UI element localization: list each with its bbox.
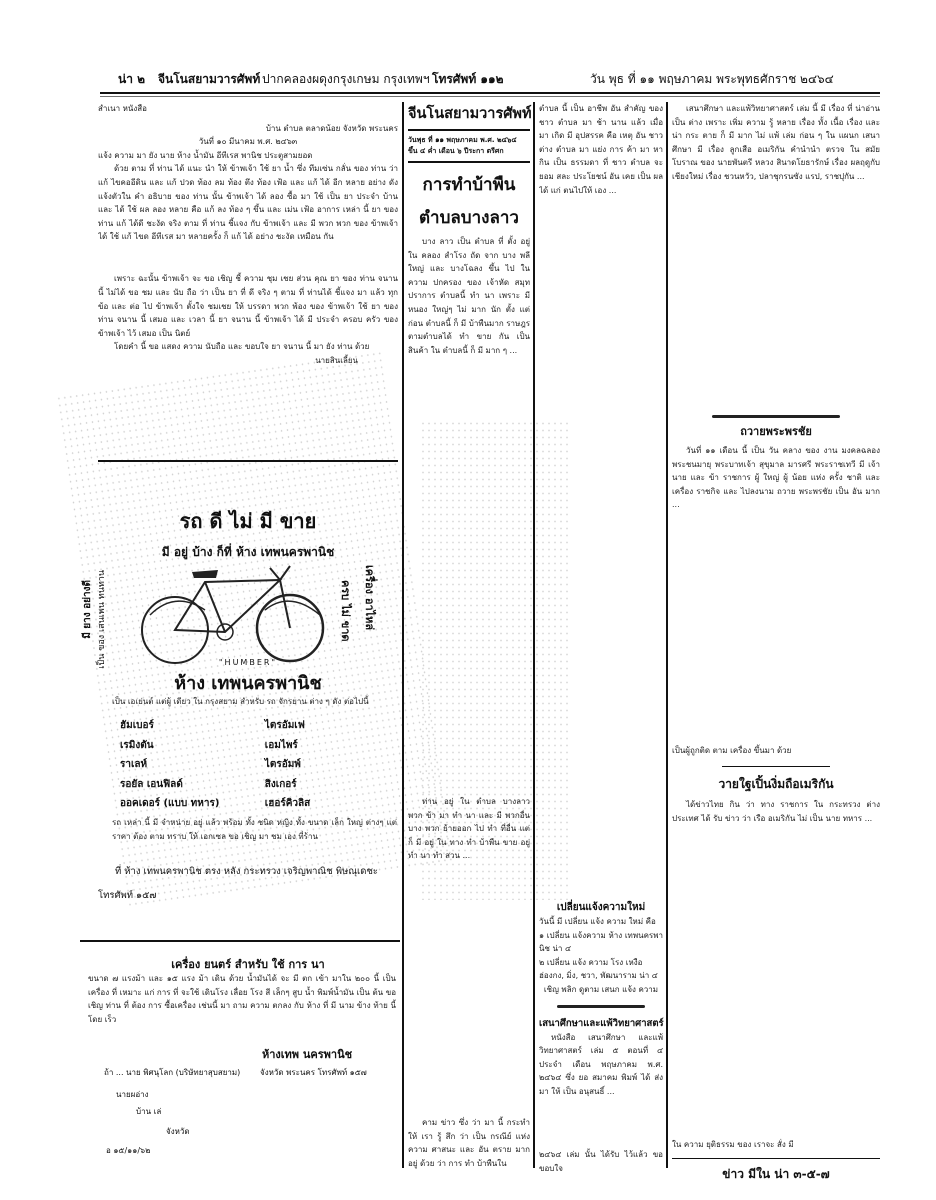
masthead: จีนโนสยามวารศัพท์ [408, 106, 532, 122]
letter-body-2: เพราะ ฉะนั้น ข้าพเจ้า จะ ขอ เชิญ ชี้ ความ ชุม เชย ส่วน คุณ ยา ของ ท่าน จนาน นี้ ไม่ได้ ขอ ชม และ นับ ถือ ว่า เป็น ยา ที่ ดี จริง ๆ ตาม ที่ ท่านได้ ชี้แจง มา แล้ว ทุก ข้อ และ ต่อ ไป ข้าพเจ้า ตั้งใจ ชมเชย ให้ บรรดา พวก พ้อง ของ ข้าพเจ้า ใช้ ยา ของ ท่าน จนาน นี้ เสมอ และ เวลา นี้ ยา จนาน นี้ ข้าพเจ้า ได้ มี ประจำ ครอบ ครัว ของ ข้าพเจ้า ไว้ เสมอ เป็น นิตย์ [98, 274, 398, 338]
engine-ad-headline: เครื่อง ยนตร์ สำหรับ ใช้ การ นา [171, 958, 325, 971]
exhibit-end: ๒๔๖๔ เล่ม นั้น ได้รับ ไว้แล้ว ขอ ขอบใจ [539, 1150, 663, 1173]
notice-line: ๑ เปลี่ยน แจ้งความ ห้าง เทพนครพานิช น่า ๔ [539, 930, 663, 954]
page-number: น่า ๒ [118, 72, 146, 86]
engine-ad-shop: ห้างเทพ นครพานิช [262, 1048, 353, 1061]
right-column-body: เสนาศึกษา และแพ้วิทยาศาสตร์ เล่ม นี้ มี เรื่อง ที่ น่าอ่าน เป็น ต่าง เพราะ เพิ่ม ความ รู้ หลาย เรื่อง ทั้ง เนื้อ เรื่อง และ น่า กระ ตาย ก็ มี มาก ไม่ แพ้ เล่ม ก่อน ๆ ใน แผนก เสนาศึกษา มี เรื่อง ลูกเสือ อเมริกัน คำนำนำ ตรวจ ใน สมัยโบราณ ของ นายพันตรี หลวง สินาดโยธารักษ์ เรื่อง ผลฤดูกับ เชียงใหม่ เรื่อง ชวนหวัว, ปลาชุกรนซัง แรป, ราชปุกัน ... [672, 104, 880, 181]
article-body: บาง ลาว เป็น ตำบล ที่ ตั้ง อยู่ ใน คลอง สำโรง ถัด จาก บาง พลีใหญ่ และ บางโฉลง ขึ้น ไป ใน ความ ปกครอง ของ เจ้าหัด สมุทปราการ ตำบลนี้ ทำ นา เพราะ มี หนอง ใหญ่ๆ ไม่ มาก นัก ตั้ง แต่ ก่อน ตำบลนี้ ก็ มี บ้าพืนมาก ราษฎร ตามตำบลได้ ทำ ขาย กัน เป็น สินค้า ใน ตำบลนี้ ก็ มี มาก ๆ ... [408, 237, 530, 355]
letter-subject: แจ้ง ความ มา ยัง นาย ห้าง น้ำมัน อีทีเรส พานิช ประตูสามยอด [98, 150, 313, 160]
section-title-american: วายใฐเปิ้นงิ่มถือเมริกัน [718, 777, 834, 792]
notice-line: ฮ่องกง, มิ่ง, ชวา, พัฒนาราม น่า ๔ [539, 971, 658, 981]
third-column-body: ตำบล นี้ เป็น อาชีพ อัน สำคัญ ของ ชาว ตำบล มา ช้า นาน แล้ว เมื่อ มา เกิด มี อุปสรรค คือ เหตุ อัน ชาว ต่าง ตำบล มา แย่ง การ ค้า มา หา กิน เป็น ธรรมดา ที่ ชาว ตำบล จะ ยอม สละ ประโยชน์ อัน เคย เป็น ผลได้ แก่ ตนไปให้ เอง ... [539, 104, 663, 195]
notice-title: เปลี่ยนแจ้งความใหม่ [556, 902, 646, 913]
engine-ad-body: ขนาด ๗ แรงม้า และ ๑๕ แรง ม้า เดิน ด้วย น้ำมันได้ จะ มี ตก เข้า มาใน ๒๐๐ นี้ เป็น เครื่อง ที่ เหมาะ แก่ การ ที่ จะใช้ เดินโรง เลื่อย โรง สี เล็กๆ สูบ น้ำ พิมพ์น้ำมัน เป็น ต้น ขอ เชิญ ท่าน ที่ ต้อง การ ซื้อเครื่อง เช่นนี้ มา ถาม ความ ตกลง กับ ห้าง ที่ มี นาม ข้าง ท้าย นี้ โดย เร็ว [88, 974, 396, 1024]
brands-left [120, 716, 245, 814]
section-title-blessing: ถวายพระพรชัย [740, 425, 812, 438]
exhibit-title: เสนาศึกษาและแพ้วิทยาศาสตร์ [539, 1017, 664, 1029]
issue-date-header: วัน พุธ ที่ ๑๑ พฤษภาคม พระพุทธศักราช ๒๔๖๔ [590, 72, 834, 86]
section-body-american: ได้ข่าวไทย กิน ว่า ทาง ราชการ ใน กระทรวง ต่าง ประเทศ ได้ รับ ข่าว ว่า เรือ อเมริกัน ไม่ เป็น นาย ทหาร ... [672, 800, 880, 823]
brand-item: สิงเกอร์ [264, 778, 297, 790]
engine-ad-contact-right: จังหวัด พระนคร โทรศัพท์ ๑๕๗ [260, 1068, 367, 1077]
lunar-date: ขึ้น ๔ ค่ำ เดือน ๖ ปีระกา ตรีศก [408, 147, 504, 155]
brand-item: รอยัล เอนฟิลด์ [120, 778, 183, 790]
header-rule [100, 92, 880, 94]
issue-date: วันพุธ ที่ ๑๑ พฤษภาคม พ.ศ. ๒๔๖๔ [408, 136, 517, 144]
section-divider [722, 766, 830, 768]
article-title: การทำบ้าพืน [422, 175, 516, 195]
brand-item: ราเลห์ [120, 759, 148, 770]
article-closing: คาม ข่าว ซึ่ง ว่า มา นี้ กระทำ ให้ เรา รู้ สึก ว่า เป็น กรณีย์ แห่ง ความ ศาสนะ และ อัน ตราย มาก อยู่ ด้วย ว่า การ ทำ บ้าพืนใน [408, 1118, 530, 1168]
article-subtitle: ตำบลบางลาว [419, 208, 519, 228]
ad-side-right-1: เครื่อง อาไหล่ [363, 565, 376, 631]
notice-line: วันนี้ มี เปลี่ยน แจ้ง ความ ใหม่ คือ [539, 917, 656, 926]
engine-ad-extra: จังหวัด [166, 1127, 190, 1136]
ornament-divider [557, 1005, 645, 1008]
brand-item: ออคเดอร์ (แบบ ทหาร) [120, 798, 220, 809]
newspaper-name: จีนโนสยามวารศัพท์ [158, 72, 261, 86]
notice-line: เชิญ พลิก ดูตาม เสนก แจ้ง ความ [543, 984, 659, 994]
article-body-2: ท่าน อยู่ ใน ตำบล บางลาว พวก ข้า มา ทำ นา และ มี พวกอื่น บาง พวก ย้ายออก ไป ทำ ที่อื่น แต่ ก็ มี อยู่ ใน ทาง ทำ บ้าพืน ขาย อยู่ ทำ นา ทำ สวน ... [408, 797, 530, 861]
middle-column [408, 102, 530, 1075]
ornament-divider [712, 415, 840, 418]
section-end-blessing: เป็นผู้ถูกติด ตาม เครื่อง ขึ้นมา ด้วย [672, 746, 792, 755]
brands-right [245, 716, 380, 814]
newspaper-address: ปากคลองผดุงกรุงเกษม กรุงเทพฯ [262, 72, 430, 86]
brand-item: ฮัมเบอร์ [120, 720, 154, 731]
right-column [672, 102, 880, 1184]
brand-item: เอมไพร์ [264, 739, 298, 751]
letter-from: บ้าน ตำบล ตลาดน้อย จังหวัด พระนคร [265, 123, 398, 133]
column-rule [666, 102, 668, 1168]
ad-address: ที่ ห้าง เทพนครพานิช ตรง หลัง กระทรวง เจริญพาณิช พิษณุเดชะ [115, 866, 378, 877]
ad-headline: รถ ดี ไม่ มี ขาย [179, 509, 317, 533]
section-body-blessing: วันที่ ๑๑ เดือน นี้ เป็น วัน คลาง ของ งาน มงคลฉลอง พระชนมายุ พระบาทเจ้า สุขุมาล มารศรี พระราชเทวี มี เจ้านาย และ ข้า ราชการ ผู้ ใหญ่ ผู้ น้อย แห่ง ครั้ง ชาติ และ เครื่อง ราชกิจ และ ไปลงนาม ถวาย พระพรชัย เป็น อัน มาก ... [672, 446, 880, 510]
letter-body-3: โดยคำ นี้ ขอ แสดง ความ นับถือ และ ขอบใจ ยา จนาน นี้ มา ยัง ท่าน ด้วย [114, 342, 370, 352]
engine-ad-contact-left: ถ้า ... นาย พิศนุโลก (บริษัทยาสุบสยาม) [104, 1068, 241, 1077]
ad-phone: โทรศัพท์ ๑๕๗ [98, 890, 157, 901]
header-rule-thin [100, 96, 880, 97]
section-divider [80, 940, 400, 942]
bicycle-brand-list [120, 716, 380, 814]
bicycle-illustration-icon [130, 560, 330, 670]
shop-name: ห้าง เทพนครพานิช [174, 673, 322, 694]
brand-item: เรมิงตัน [120, 739, 154, 751]
notice-line: ๒ เปลี่ยน แจ้ง ความ โรง เหงือ [539, 957, 643, 967]
ad-side-left-1: มี ยาง อย่างดี [82, 580, 93, 639]
section-end-american: ใน ความ ยุติธรรม ของ เราจะ สั่ง มี [672, 1140, 794, 1150]
newspaper-phone: โทรศัพท์ ๑๑๒ [432, 72, 504, 86]
ad-side-right-2: ครบ ไม่ ขาด [339, 580, 352, 642]
letter-date: วันที่ ๑๐ มีนาคม พ.ศ. ๒๔๖๓ [198, 137, 298, 147]
section-divider [98, 460, 398, 462]
ad-subheadline: มี อยู่ บ้าง ก็ที่ ห้าง เทพนครพานิช [161, 545, 335, 559]
brand-item: ไตรอัมเฟ [264, 720, 305, 731]
section-divider [672, 1158, 880, 1160]
letter-salutation: สำเนา หนังสือ [98, 104, 147, 113]
ad-note: รถ เหล่า นี้ มี จำหน่าย อยู่ แล้ว พร้อม ทั้ง ชนิด หญิง ทั้ง ขนาด เล็ก ใหญ่ ต่างๆ แต่ ราคา ต้อง ตาม ทราบ ให้ เอกเซล ขอ เชิญ มา ชม เอง ที่ร้าน [112, 818, 397, 841]
masthead-rule [408, 161, 530, 163]
bicycle-brand: "HUMBER" [218, 658, 278, 667]
brand-item: ไตรอัมพ์ [264, 759, 301, 770]
engine-ad-extra: บ้าน เล่ [136, 1107, 162, 1116]
letter-body-1: ด้วย ตาม ที่ ท่าน ได้ แนะ นำ ให้ ข้าพเจ้า ใช้ ยา น้ำ ซึ่ง ทีมเซ่น กลั่น ของ ท่าน ว่า แก้ ไขคออีดิน และ แก้ ปวด ท้อง ลม ท้อง ตึง ท้อง เฟ้อ และ แก้ ได้ อีก หลาย อย่าง ดังแจ้งตัวใน คำ อธิบาย ของ ท่าน นั้น ข้าพเจ้า ได้ ลอง ซื้อ มา ใช้ เป็น ยา ประจำ บ้าน และ ได้ ใช้ ผล ลอง หลาย คือ แก้ ลง ท้อง ๆ ขึ้น และ เม่น เฟ้อ อาการ เหล่า นี้ ยา ของ ท่าน แก้ ได้ดี ชะงัด จริง ตาม ที่ ท่าน ชี้แจง กับ ข้าพเจ้า และ มี พวก พวก ของ ข้าพเจ้า ได้ ใช้ แก้ ไขด อีทีเรส มา หลายครั้ง ก็ แก้ ได้ อย่าง ชะงัด เหมือน กัน [98, 164, 398, 242]
letter-signature: นายสินเลี้ยน [315, 355, 358, 365]
engine-ad-extra: นายผอ่าง [116, 1090, 149, 1099]
masthead-rule [408, 129, 530, 131]
column-rule [533, 102, 535, 1168]
notice-box [539, 900, 663, 1141]
bicycle-ad [98, 505, 398, 562]
left-column [98, 102, 398, 368]
agent-line: เป็น เอเย่นต์ แต่ผู้ เดียว ใน กรุงสยาม สำหรับ รถ จักรยาน ต่าง ๆ ดัง ต่อไปนี้ [112, 697, 369, 706]
exhibit-body: หนังสือ เสนาศึกษา และแพ้วิทยาศาสตร์ เล่ม ๕ ตอนที่ ๔ ประจำ เดือน พฤษภาคม พ.ศ. ๒๔๖๔ ซึ่ง ยอ สมาคม พิมพ์ ได้ ส่ง มา ให้ เป็น อนุสนธิ์ ... [539, 1032, 663, 1096]
continued-news-footer: ข่าว มีใน น่า ๓-๕-๗ [722, 1167, 830, 1182]
brand-item: เฮอร์คิวลิส [264, 798, 311, 809]
column-rule [402, 102, 404, 1168]
ad-side-left-2: เป็น ของ เสนเพน ทนทาน [97, 570, 107, 669]
footer-code: อ ๑๕/๑๑/๖๒ [106, 1146, 151, 1155]
